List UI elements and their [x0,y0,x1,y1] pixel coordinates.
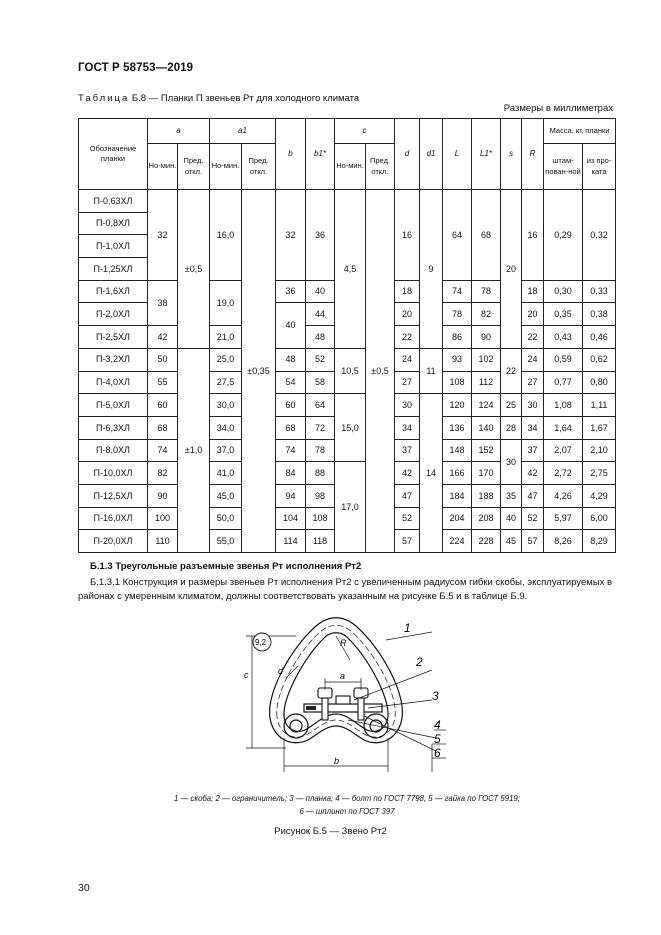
cell-mass-rolled: 2,10 [583,439,616,462]
header-R: R [522,119,544,190]
legend-line-2: 6 — шплинт по ГОСТ 397 [299,806,395,816]
left-eye-hole [290,720,302,732]
cell-a1: 37,0 [210,439,242,462]
section-paragraph: Б.1.3.1 Конструкция и размеры звеньев Рт исполнения Рт2 с увеличенным радиусом гибки скобы, эксплуатируемых в районах с умеренным климатом, должны соответствовать указанным на рисунке Б.5 и в таблице Б.9. [78,577,613,602]
cell-a: 55 [148,371,178,394]
cell-L: 93 [443,348,472,371]
cell-b: 48 [276,348,306,371]
header-nom: Но-мин. [335,144,366,190]
cell-b: 68 [276,416,306,439]
cell-a-tol: ±1,0 [178,348,210,552]
cell-b1: 40 [306,280,335,303]
cell-a: 50 [148,348,178,371]
cell-a: 90 [148,484,178,507]
cell-R: 20 [522,303,544,326]
header-L: L [443,119,472,190]
cell-mass-stamped: 8,26 [544,530,583,553]
row-name: П-10,0ХЛ [79,462,148,485]
cell-R: 47 [522,484,544,507]
header-mass: Масса, кг, планки [544,119,616,144]
cell-d: 16 [395,190,420,281]
cell-mass-stamped: 0,59 [544,348,583,371]
cell-mass-rolled: 0,62 [583,348,616,371]
cell-a: 110 [148,530,178,553]
callout-6: 6 [434,746,441,760]
cell-mass-rolled: 0,32 [583,190,616,281]
label-b: b [334,756,340,766]
cell-L: 148 [443,439,472,462]
cell-d: 37 [395,439,420,462]
header-rolled: из про-ката [583,144,616,190]
label-d: d [278,666,284,676]
cell-mass-rolled: 2,75 [583,462,616,485]
cell-L1: 170 [472,462,501,485]
cell-s: 30 [501,439,522,484]
cell-b: 104 [276,507,306,530]
cell-mass-rolled: 0,46 [583,326,616,349]
label-92: 9,2 [255,638,267,647]
cell-a: 68 [148,416,178,439]
cell-b1: 44 [306,303,335,326]
cell-R: 18 [522,280,544,303]
cell-a1: 55,0 [210,530,242,553]
cell-b1: 58 [306,371,335,394]
limiter [336,696,350,704]
cell-a: 38 [148,280,178,325]
cell-L: 224 [443,530,472,553]
cell-b1: 64 [306,394,335,417]
cell-b: 84 [276,462,306,485]
row-name: П-2,0ХЛ [79,303,148,326]
cell-d: 27 [395,371,420,394]
cell-a1: 45,0 [210,484,242,507]
cell-b1: 48 [306,326,335,349]
callout-5: 5 [434,732,441,746]
cell-mass-stamped: 1,08 [544,394,583,417]
cell-L1: 228 [472,530,501,553]
cell-L1: 90 [472,326,501,349]
cell-L1: 82 [472,303,501,326]
row-name: П-3,2ХЛ [79,348,148,371]
cell-s: 28 [501,416,522,439]
cell-a1: 16,0 [210,190,242,281]
page-number: 30 [78,882,90,894]
cell-mass-rolled: 0,33 [583,280,616,303]
table-caption [78,93,359,104]
header-nom: Но-мин. [148,144,178,190]
cell-d1: 9 [420,190,443,349]
bolt-shank-right [358,698,364,720]
cell-L1: 102 [472,348,501,371]
callout-4: 4 [434,718,441,732]
callout-2: 2 [416,655,423,669]
table-title: Б.8 — Планки П звеньев Рт для холодного климата [131,93,360,104]
cell-d: 57 [395,530,420,553]
cell-L1: 188 [472,484,501,507]
cell-a1: 41,0 [210,462,242,485]
row-name: П-2,5ХЛ [79,326,148,349]
cell-d: 20 [395,303,420,326]
cell-s: 45 [501,530,522,553]
cell-R: 27 [522,371,544,394]
figure-caption: Рисунок Б.5 — Звено Рт2 [274,826,387,837]
bolt-shank-left [322,698,328,720]
cell-mass-stamped: 0,29 [544,190,583,281]
link-rt2-drawing [236,608,456,780]
table-word: Таблица [78,93,130,104]
callout-3: 3 [432,689,439,703]
cell-mass-stamped: 1,64 [544,416,583,439]
row-name: П-0,8ХЛ [79,212,148,235]
cell-b: 40 [276,303,306,348]
cell-mass-stamped: 2,07 [544,439,583,462]
cell-b: 74 [276,439,306,462]
cell-mass-stamped: 0,43 [544,326,583,349]
cell-L: 204 [443,507,472,530]
row-name: П-1,6ХЛ [79,280,148,303]
header-tol: Пред. откл. [178,144,210,190]
header-d: d [395,119,420,190]
cell-L: 120 [443,394,472,417]
header-tol: Пред. откл. [242,144,276,190]
cell-b1: 108 [306,507,335,530]
cell-a: 60 [148,394,178,417]
header-c: c [335,119,395,144]
row-name: П-4,0ХЛ [79,371,148,394]
cell-L: 86 [443,326,472,349]
cell-R: 22 [522,326,544,349]
cell-L: 184 [443,484,472,507]
cell-c: 15,0 [335,394,366,462]
cell-R: 34 [522,416,544,439]
cell-a1: 27,5 [210,371,242,394]
header-d1: d1 [420,119,443,190]
cell-d: 24 [395,348,420,371]
cell-R: 24 [522,348,544,371]
cell-a1: 50,0 [210,507,242,530]
cell-L: 74 [443,280,472,303]
cell-b1: 52 [306,348,335,371]
row-name: П-1,0ХЛ [79,235,148,258]
cell-L1: 68 [472,190,501,281]
callout-1: 1 [404,621,411,635]
cell-s: 22 [501,348,522,393]
cell-d: 30 [395,394,420,417]
cell-a1: 19,0 [210,280,242,325]
cell-b: 36 [276,280,306,303]
cell-c: 10,5 [335,348,366,393]
cell-L1: 112 [472,371,501,394]
cell-a1-tol: ±0,35 [242,190,276,553]
cell-L1: 152 [472,439,501,462]
cell-L: 166 [443,462,472,485]
cell-L1: 124 [472,394,501,417]
cell-b: 114 [276,530,306,553]
cell-b1: 118 [306,530,335,553]
cell-mass-rolled: 6,00 [583,507,616,530]
cell-mass-stamped: 0,35 [544,303,583,326]
cell-d: 22 [395,326,420,349]
cell-s: 35 [501,484,522,507]
cell-b1: 78 [306,439,335,462]
cell-L: 78 [443,303,472,326]
cell-mass-stamped: 0,30 [544,280,583,303]
cell-L: 64 [443,190,472,281]
cell-R: 52 [522,507,544,530]
cell-mass-rolled: 4,29 [583,484,616,507]
row-name: П-6,3ХЛ [79,416,148,439]
cell-b1: 72 [306,416,335,439]
label-R: R [340,638,347,648]
cell-a1: 30,0 [210,394,242,417]
header-a: a [148,119,210,144]
cell-b1: 88 [306,462,335,485]
row-name: П-12,5ХЛ [79,484,148,507]
units-note: Размеры в миллиметрах [503,103,613,114]
cell-b1: 36 [306,190,335,281]
header-s: s [501,119,522,190]
cell-L1: 78 [472,280,501,303]
header-L1: L1* [472,119,501,190]
cell-a1: 34,0 [210,416,242,439]
header-b: b [276,119,306,190]
cell-d: 47 [395,484,420,507]
cell-mass-rolled: 0,38 [583,303,616,326]
row-name: П-1,25ХЛ [79,258,148,281]
cell-R: 42 [522,462,544,485]
cell-a-tol: ±0,5 [178,190,210,349]
cell-mass-stamped: 5,97 [544,507,583,530]
cell-c-tol: ±0,5 [366,190,395,553]
figure-legend [78,793,616,818]
cell-mass-rolled: 0,80 [583,371,616,394]
cell-c: 17,0 [335,462,366,553]
cell-b: 94 [276,484,306,507]
legend-line-1: 1 — скоба; 2 — ограничитель; 3 — планка; 4 — болт по ГОСТ 7798, 5 — гайка по ГОСТ 5919; [174,794,520,803]
cell-c: 4,5 [335,190,366,349]
cell-R: 57 [522,530,544,553]
cell-mass-stamped: 0,77 [544,371,583,394]
row-name: П-16,0ХЛ [79,507,148,530]
cell-a: 42 [148,326,178,349]
cell-L1: 140 [472,416,501,439]
row-name: П-0,63ХЛ [79,190,148,213]
cell-a: 100 [148,507,178,530]
header-a1: a1 [210,119,276,144]
label-c: c [244,670,249,680]
cell-a1: 21,0 [210,326,242,349]
cell-L: 136 [443,416,472,439]
cell-b: 32 [276,190,306,281]
cell-d: 52 [395,507,420,530]
cell-mass-rolled: 1,67 [583,416,616,439]
cell-L: 108 [443,371,472,394]
cell-d: 18 [395,280,420,303]
cell-d: 42 [395,462,420,485]
cell-a: 82 [148,462,178,485]
cell-d1: 14 [420,394,443,553]
cell-mass-rolled: 8,29 [583,530,616,553]
planks-table [78,118,616,553]
cell-s: 25 [501,394,522,417]
cell-s: 40 [501,507,522,530]
row-name: П-5,0ХЛ [79,394,148,417]
plank-hatch [306,706,316,710]
cell-R: 37 [522,439,544,462]
header-stamped: штам-пован-ной [544,144,583,190]
cell-d: 34 [395,416,420,439]
header-designation: Обозначение планки [79,119,148,190]
cell-R: 30 [522,394,544,417]
cell-mass-stamped: 2,72 [544,462,583,485]
cell-b: 60 [276,394,306,417]
cell-mass-rolled: 1,11 [583,394,616,417]
row-name: П-20,0ХЛ [79,530,148,553]
header-b1: b1* [306,119,335,190]
cell-b: 54 [276,371,306,394]
section-title: Б.1.3 Треугольные разъемные звенья Рт исполнения Рт2 [90,561,362,572]
cell-R: 16 [522,190,544,281]
document-header: ГОСТ Р 58753—2019 [78,62,194,74]
cell-L1: 208 [472,507,501,530]
header-tol: Пред. откл. [366,144,395,190]
cell-s: 20 [501,190,522,349]
cell-b1: 98 [306,484,335,507]
label-a: a [340,671,346,681]
cell-a: 32 [148,190,178,281]
cell-a: 74 [148,439,178,462]
cell-d1: 11 [420,348,443,393]
cell-a1: 25,0 [210,348,242,371]
cell-mass-stamped: 4,26 [544,484,583,507]
row-name: П-8,0ХЛ [79,439,148,462]
header-nom: Но-мин. [210,144,242,190]
